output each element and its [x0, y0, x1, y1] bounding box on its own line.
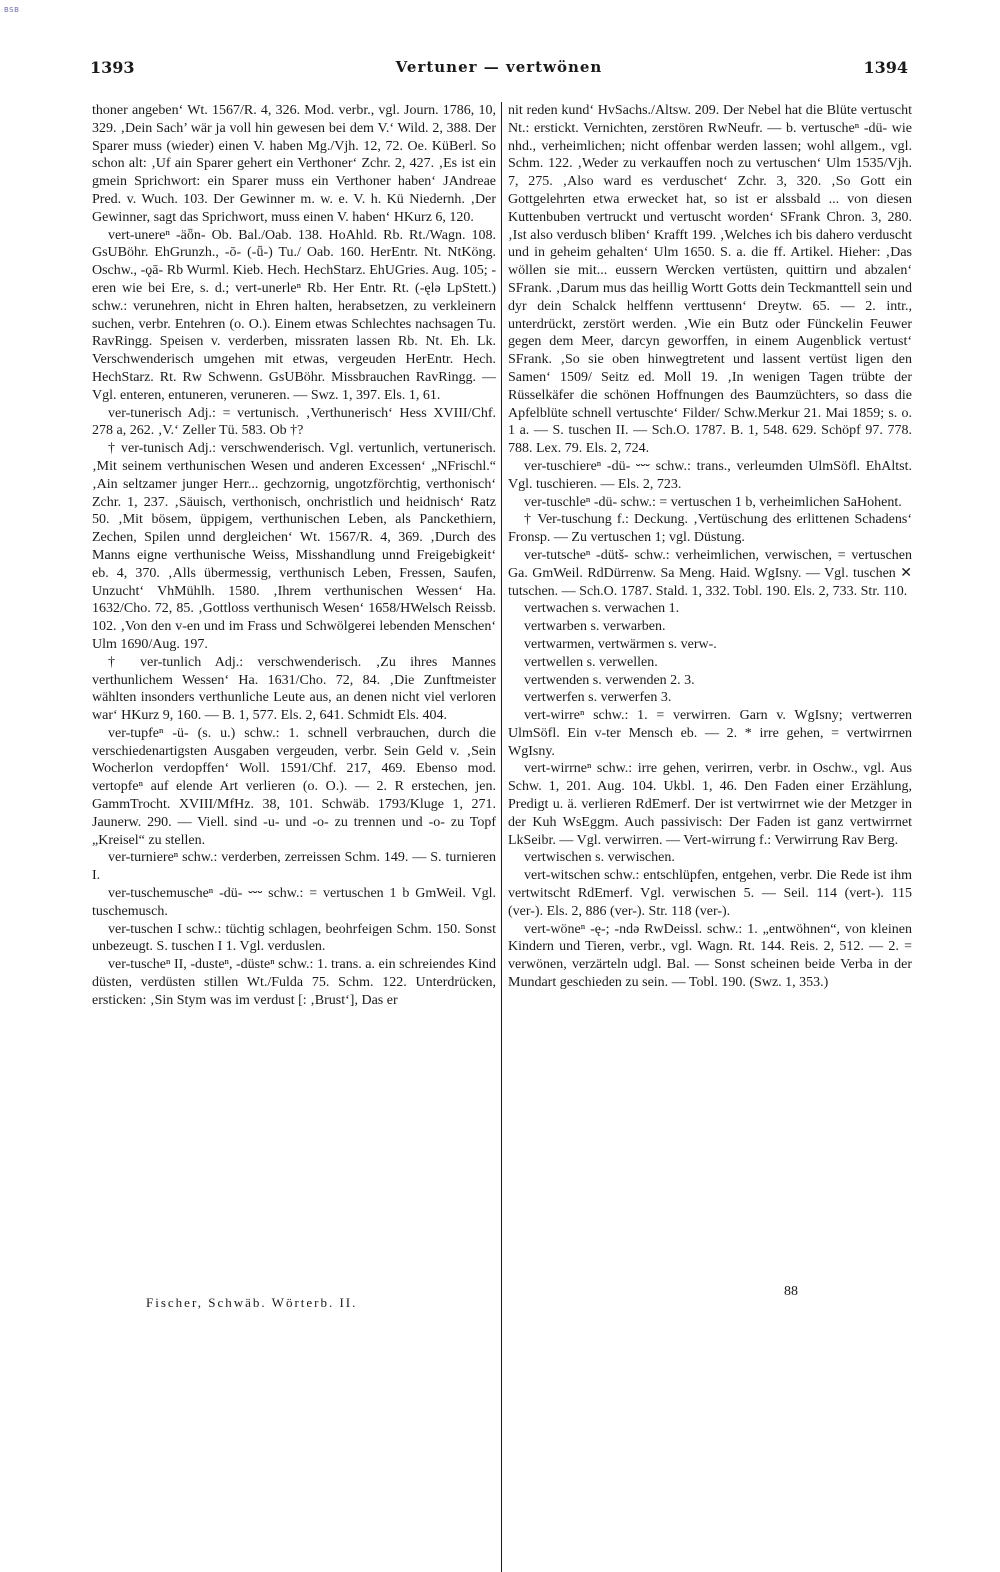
entry-paragraph: vertwarben s. verwarben. [524, 619, 666, 635]
entry-paragraph: vertwerfen s. verwerfen 3. [524, 690, 672, 706]
left-column [92, 102, 496, 1010]
entry-paragraph: † ver-tunisch Adj.: verschwenderisch. Vgl. vertunlich, vertunerisch. ‚Mit seinem verthunischen Wesen und anderen Excessen‘ „NFrischl.“ ‚Ain seltzamer junger Herr... gechzornig, ungotzförchtig, verthonisch‘ Zchr. 1, 237. ‚Säuisch, verthonisch, onchristlich und heidnisch‘ Ratz 50. ‚Mit bösem, üppigem, verthunischen Leben, als Panckethiern, Zechen, Spilen unnd dergleichen‘ Wt. 1567/R. 4, 369. ‚Durch des Manns eigne verthunische Weiss, Misshandlung unnd Freigebigkeit‘ eb. 4, 370. ‚Alls übermessig, verthunisch Leben, Fressen, Saufen, Unzucht‘ VhMühlh. 1580. ‚Ihrem verthunischen Wessen‘ Ha. 1632/Cho. 72, 85. ‚Gottloss verthunisch Wesen‘ 1658/HWelsch Reissb. 102. ‚Von den v-en und im Frass und Schwölgerei lebenden Menschen‘ Ulm 1690/Aug. 197. [92, 441, 496, 652]
entry-paragraph: ver-tupfeⁿ -ü- (s. u.) schw.: 1. schnell verbrauchen, durch die verschiedenartigsten Ausgaben vergeuden, verbr. Sein Geld v. ‚Sein Wocherlon verdopffen‘ Woll. 1591/Chf. 217, 469. Ebenso mod. vertopfeⁿ auf elende Art verlieren (o. O.). — 2. R erstechen, jen. GammTrocht. XVIII/MfHz. 38, 101. Schwäb. 1793/Kluge 1, 271. Jaunerw. 290. — Viell. sind -u- und -o- zu trennen und -o- zu Topf „Kreisel“ zu stellen. [92, 725, 496, 848]
entry-paragraph: vertwachen s. verwachen 1. [524, 601, 680, 617]
entry-paragraph: vertwellen s. verwellen. [524, 654, 658, 670]
entry-paragraph: ver-tuschleⁿ -dü- schw.: = vertuschen 1 b, verheimlichen SaHohent. [524, 494, 902, 510]
entry-paragraph: vertwarmen, vertwärmen s. verw-. [524, 636, 717, 652]
entry-paragraph: ver-turniereⁿ schw.: verderben, zerreissen Schm. 149. — S. turnieren I. [92, 850, 496, 884]
entry-paragraph: vert-witschen schw.: entschlüpfen, entgehen, verbr. Die Rede ist ihm vertwitscht RdEmerf. Vgl. verwischen 5. — Seil. 114 (vert-). 115 (ver-). Els. 2, 886 (ver-). Str. 118 (ver-). [508, 868, 912, 919]
page-number-right: 1394 [863, 58, 908, 77]
entry-paragraph: † Ver-tuschung f.: Deckung. ‚Vertüschung des erlittenen Schadens‘ Fronsp. — Zu vertuschen 1; vgl. Düstung. [508, 512, 912, 546]
entry-paragraph: ver-tuscheⁿ II, -dusteⁿ, -düsteⁿ schw.: 1. trans. a. ein schreiendes Kind düsten, verdüsten stillen Wt./Fulda 75. Schm. 122. Unterdrücken, ersticken: ‚Sin Stym was im verdust [: ‚Brust‘], Das er [92, 957, 496, 1008]
entry-paragraph: vert-wöneⁿ -ę-; -ndə RwDeissl. schw.: 1. „entwöhnen“, von kleinen Kindern und Tieren, verbr., vgl. Wagn. Rt. 144. Reis. 2, 512. — 2. = verwönen, verzärteln udgl. Bal. — Sonst scheinen beide Verba in der Mundart geschieden zu sein. — Tobl. 190. (Swz. 1, 353.) [508, 921, 912, 991]
entry-paragraph: ver-tutscheⁿ -dütš- schw.: verheimlichen, verwischen, = vertuschen Ga. GmWeil. RdDürrenw. Sa Meng. Haid. WgIsny. — Vgl. tuschen ✕ tutschen. — Sch.O. 1787. Stald. 1, 332. Tobl. 190. Els. 2, 733. Str. 110. [508, 547, 912, 599]
entry-paragraph: ver-tuschen I schw.: tüchtig schlagen, beohrfeigen Schm. 150. Sonst unbezeugt. S. tuschen I 1. Vgl. verduslen. [92, 921, 496, 955]
folio-number: 88 [784, 1284, 798, 1299]
entry-paragraph: vertwischen s. verwischen. [524, 850, 675, 866]
entry-paragraph: vert-wirreⁿ schw.: 1. = verwirren. Garn v. WgIsny; vertwerren UlmSöfl. Ein v-ter Mensch eb. — 2. * irre gehen, = vertwirrnen WgIsny. [508, 708, 912, 759]
entry-paragraph: ver-tunerisch Adj.: = vertunisch. ‚Verthunerisch‘ Hess XVIII/Chf. 278 a, 262. ‚V.‘ Zeller Tü. 583. Ob †? [92, 405, 496, 439]
signature-line: Fischer, Schwäb. Wörterb. II. [146, 1295, 358, 1310]
entry-paragraph: ver-tuschiereⁿ -dü- ⏑⏑⏑ schw.: trans., verleumden UlmSöfl. EhAltst. Vgl. tuschieren. — Els. 2, 723. [508, 458, 912, 492]
column-rule [501, 102, 502, 1572]
entry-paragraph: vert-unereⁿ -äȫn- Ob. Bal./Oab. 138. HoAhld. Rb. Rt./Wagn. 108. GsUBöhr. EhGrunzh., -ō- (-ǖ-) Tu./ Oab. 160. HerEntr. Nt. NtKöng. Oschw., -ǫā- Rb Wurml. Kieb. Hech. HechStarz. EhUGries. Aug. 105; -eren wie bei Ere, s. d.; vert-unerleⁿ Rb. Her Entr. Rt. (-ęlə LpStett.) schw.: verunehren, nicht in Ehren halten, herabsetzen, zu verkleinern suchen, verbr. Entehren (o. O.). Einem etwas Schlechtes nachsagen Tu. RavRingg. Speisen v. verderben, missraten lassen Rb. Nt. Eh. Lk. Verschwenderisch umgehen mit etwas, vergeuden HerEntr. Hech. HechStarz. Rt. Rw Schwenn. GsUBöhr. Missbrauchen RavRingg. — Vgl. enteren, entuneren, veruneren. — Swz. 1, 397. Els. 1, 61. [92, 227, 496, 403]
entry-paragraph: vertwenden s. verwenden 2. 3. [524, 672, 695, 688]
entry-paragraph: † ver-tunlich Adj.: verschwenderisch. ‚Zu ihres Mannes verthunlichem Wessen‘ Ha. 1631/Cho. 72, 84. ‚Die Zunftmeister wählten insonders verthunliche Leute aus, an denen nicht viel verloren war‘ HKurz 9, 160. — B. 1, 577. Els. 2, 641. Schmidt Els. 404. [92, 654, 496, 724]
page-header [90, 58, 908, 82]
entry-paragraph: nit reden kund‘ HvSachs./Altsw. 209. Der Nebel hat die Blüte vertuscht Nt.: erstickt. Vernichten, zerstören RwNeufr. — b. vertuscheⁿ -dü- wie nhd., verheimlichen; nicht offenbar werden lassen; wohl allgem., vgl. Schm. 122. ‚Weder zu verkauffen noch zu vertuschen‘ Ulm 1535/Vjh. 7, 275. ‚Also ward es verduschet‘ Zchr. 3, 320. ‚So Gott ein Gottgelehrten etwa erwecket hat, so ist er alssbald ... von diesen Kuttenbuben vertruckt und vertuscht worden‘ SFrank Chron. 3, 280. ‚Ist also verdusch bliben‘ Krafft 199. ‚Welches ich bis dahero verduscht und in geheim gehalten‘ Ulm 1650. S. a. die ff. Artikel. Hieher: ‚Das wöllen sie mit... eussern Wercken vertüsten, quittirn und abzalen‘ SFrank. ‚Darum mus das heillig Wortt Gotts dein Teckmanttell sein und dyr dein Schalck helffenn verttusenn‘ Dreytw. 65. — 2. intr., unterdrückt, zerstört werden. ‚Wie ein Butz oder Fünckelin Feuwer gegen dem Meer, darcyn geworffen, in einem Augenblick vertust‘ SFrank. ‚So sie oben hinwegtretent und lassent vertüst ligen den Samen‘ 1509/ Seitz ed. Moll 19. ‚In wenigen Tagen trübte der Rüsselkäfer die schönen Hoffnungen des Baumzüchters, so dass die Apfelblüte schnell vertuschte‘ Filder/ Schw.Merkur 21. Mai 1859; s. o. 1 a. — S. tuschen II. — Sch.O. 1787. B. 1, 548. 629. Schöpf 97. 778. 788. Lex. 79. Els. 2, 724. [508, 103, 912, 457]
library-stamp: BSB [4, 6, 20, 14]
entry-paragraph: ver-tuschemuscheⁿ -dü- ⏑⏑⏑ schw.: = vertuschen 1 b GmWeil. Vgl. tuschemusch. [92, 886, 496, 919]
entry-paragraph: thoner angeben‘ Wt. 1567/R. 4, 326. Mod. verbr., vgl. Journ. 1786, 10, 329. ‚Dein Sach’ wär ja voll hin gewesen bei dem V.‘ Wild. 2, 388. Der Sparer muss (wieder) einen V. haben Mg./Vjh. 12, 72. Oe. KüBerl. So schon alt: ‚Uf ain Sparer gehert ein Verthoner‘ Zchr. 2, 427. ‚Es ist ein gmein Sprichwort: ein Sparer muss ein Verthoner haben‘ JAndreae Pred. v. Wuch. 103. Der Gewinner m. w. e. V. h. Kü Niedernh. ‚Der Gewinner, sagt das Sprichwort, muss einen V. haben‘ HKurz 6, 120. [92, 103, 496, 225]
entry-paragraph: vert-wirrneⁿ schw.: irre gehen, verirren, verbr. in Oschw., vgl. Aus Schw. 1, 201. Aug. 104. Ukbl. 1, 46. Den Faden einer Erzählung, Predigt u. ä. verlieren RdEmerf. Der ist vertwirrnet wie der Metzger in der Kuh WsEggm. Auch passivisch: Der Faden ist ganz vertwirrnet LkSeibr. — Vgl. verwirren. — Vert-wirrung f.: Verwirrung Rav Berg. [508, 761, 912, 848]
page-number-left: 1393 [90, 58, 135, 77]
right-column [508, 102, 912, 992]
running-title: Vertuner — vertwönen [395, 58, 603, 76]
